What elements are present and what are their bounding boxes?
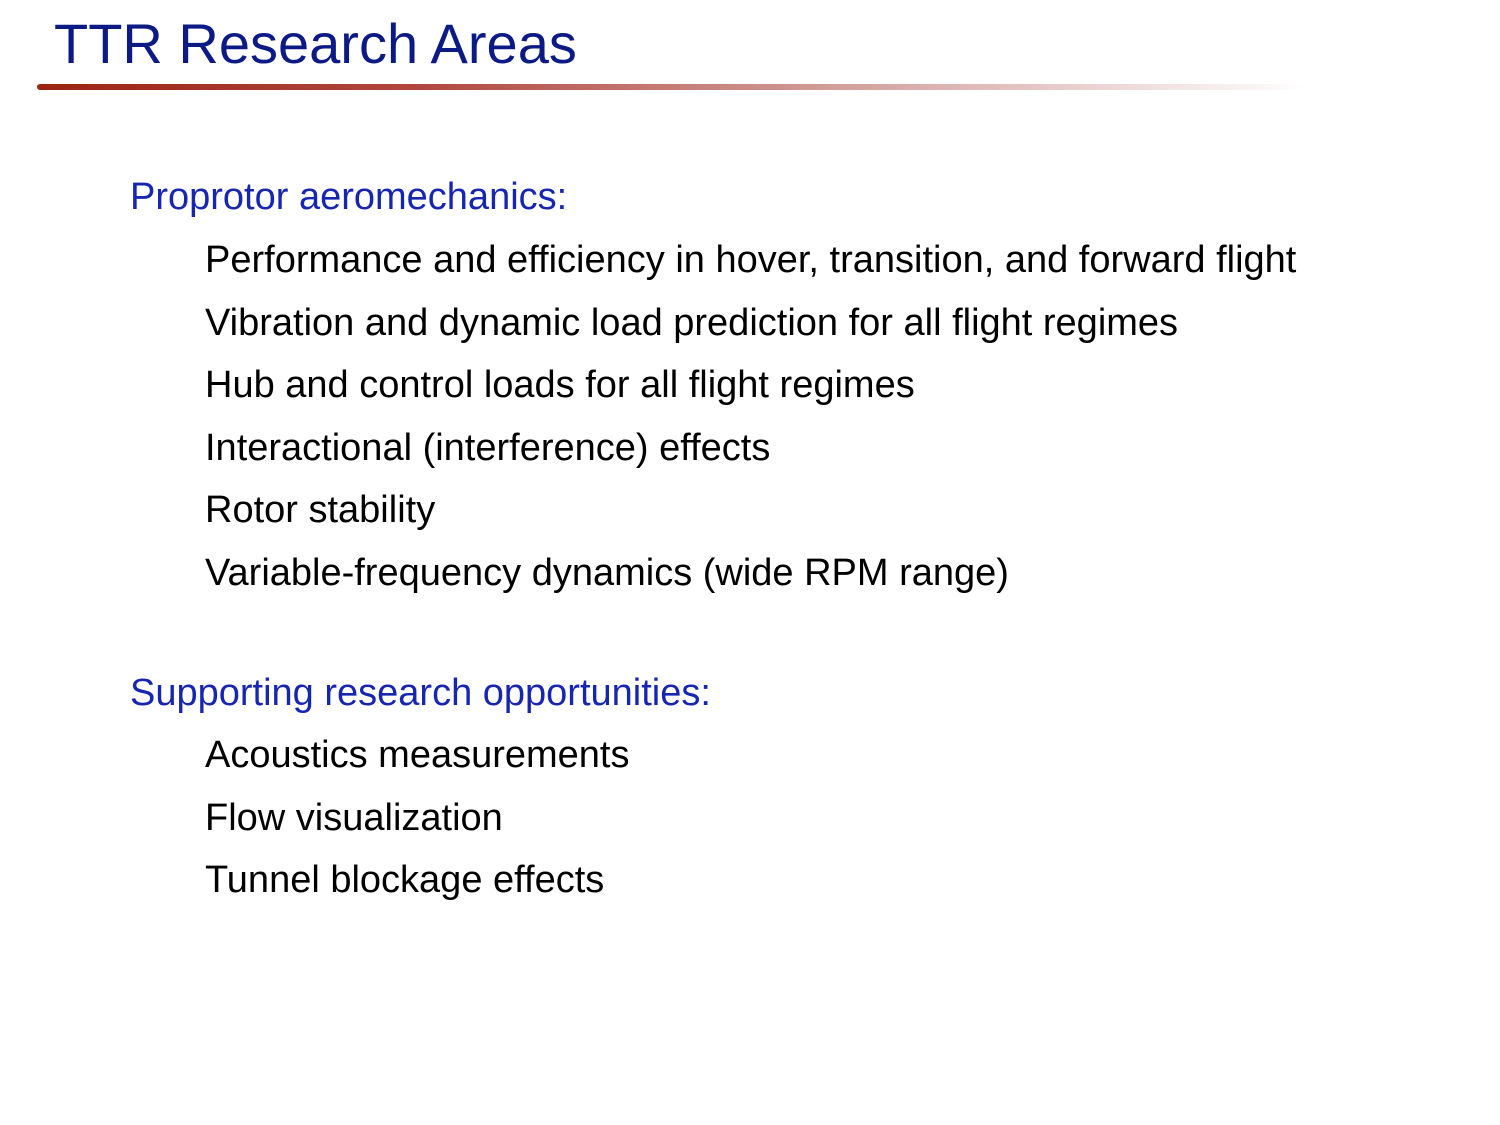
- proprotor-aeromechanics-list: [205, 229, 1296, 605]
- list-item: Performance and efficiency in hover, transition, and forward flight: [205, 239, 1297, 281]
- supporting-research-list: [205, 724, 630, 912]
- list-item: Flow visualization: [205, 796, 503, 839]
- list-item: Tunnel blockage effects: [205, 859, 605, 902]
- list-item: Vibration and dynamic load prediction for all flight regimes: [205, 301, 1179, 344]
- section-heading-proprotor-aeromechanics: Proprotor aeromechanics:: [130, 176, 568, 218]
- list-item: Variable-frequency dynamics (wide RPM range): [205, 551, 1009, 594]
- title-underline-divider: [37, 84, 1305, 90]
- list-item: Hub and control loads for all flight regimes: [205, 364, 915, 407]
- list-item: Interactional (interference) effects: [205, 426, 771, 469]
- section-heading-supporting-research: Supporting research opportunities:: [130, 672, 711, 714]
- list-item: Rotor stability: [205, 489, 436, 532]
- list-item: Acoustics measurements: [205, 734, 630, 776]
- slide-title: TTR Research Areas: [54, 12, 577, 75]
